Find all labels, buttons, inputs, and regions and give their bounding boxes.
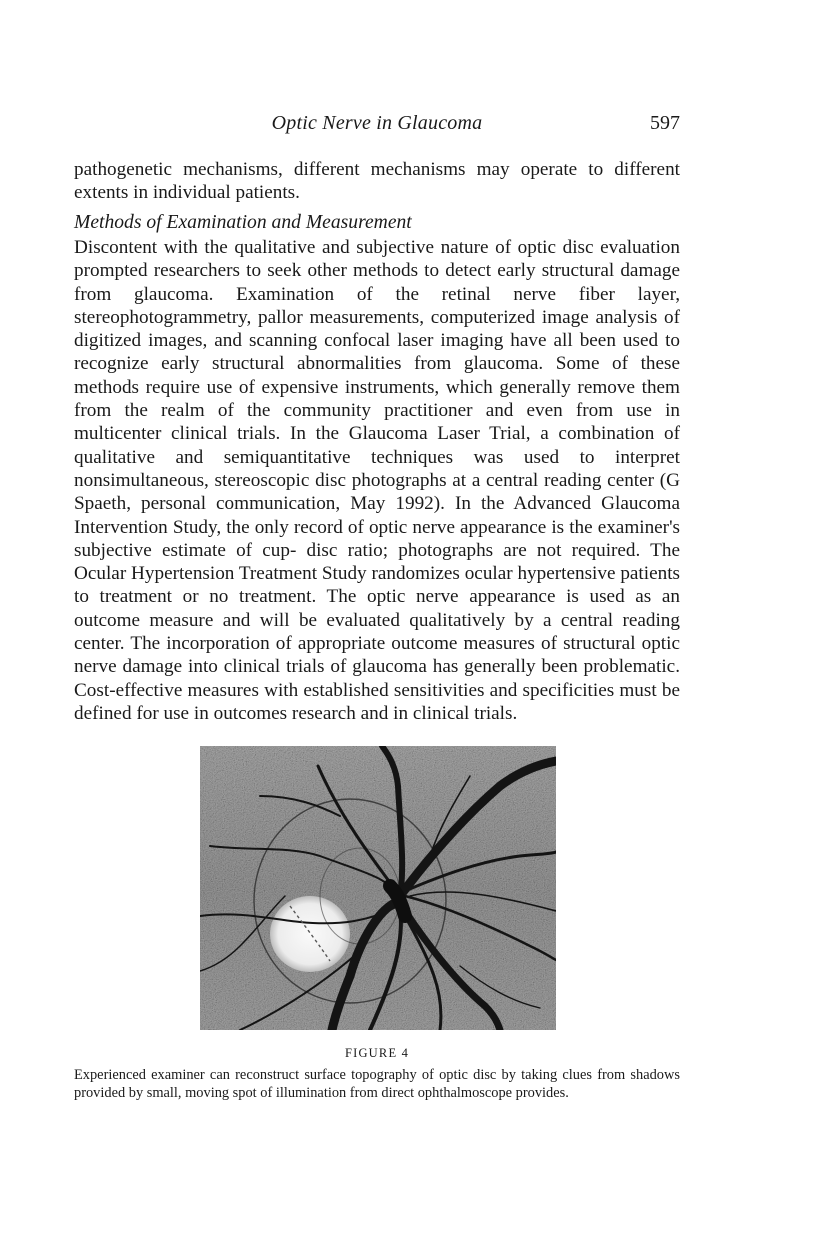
continued-paragraph: pathogenetic mechanisms, different mechanisms may operate to different extents in individual patients. — [74, 159, 680, 204]
page-number: 597 — [650, 112, 680, 134]
running-head — [74, 112, 680, 142]
figure-caption: Experienced examiner can reconstruct surface topography of optic disc by taking clues from shadows provided by small, moving spot of illumination from direct ophthalmoscope provides. — [74, 1067, 680, 1101]
figure-label: FIGURE 4 — [344, 1046, 410, 1060]
running-title: Optic Nerve in Glaucoma — [271, 112, 483, 134]
main-paragraph: Discontent with the qualitative and subjective nature of optic disc evaluation prompted researchers to seek other methods to detect early structural damage from glaucoma. Examination of the retinal nerve fiber layer, stereophotogrammetry, pallor measurements, computerized image analysis of digitized images, and scanning confocal laser imaging have all been used to recognize early structural abnormalities from glaucoma. Some of these methods require use of expensive instruments, which generally remove them from the realm of the community practitioner and even from use in multicenter clinical trials. In the Glaucoma Laser Trial, a combination of qualitative and semiquantitative techniques was used to interpret nonsimultaneous, stereoscopic disc photographs at a central reading center (G Spaeth, personal communication, May 1992). In the Advanced Glaucoma Intervention Study, the only record of optic nerve appearance is the examiner's subjective estimate of cup- disc ratio; photographs are not required. The Ocular Hypertension Treatment Study randomizes ocular hypertensive patients to treatment or no treatment. The optic nerve appearance is used as an outcome measure and will be evaluated qualitatively by a central reading center. The incorporation of appropriate outcome measures of structural optic nerve damage into clinical trials of glaucoma has generally been problematic. Cost-effective measures with established sensitivities and specificities must be defined for use in outcomes research and in clinical trials. — [74, 237, 680, 724]
fundus-photograph — [200, 746, 556, 1030]
section-heading: Methods of Examination and Measurement — [74, 212, 412, 233]
figure-image — [200, 746, 556, 1030]
illumination-spot — [270, 896, 350, 972]
